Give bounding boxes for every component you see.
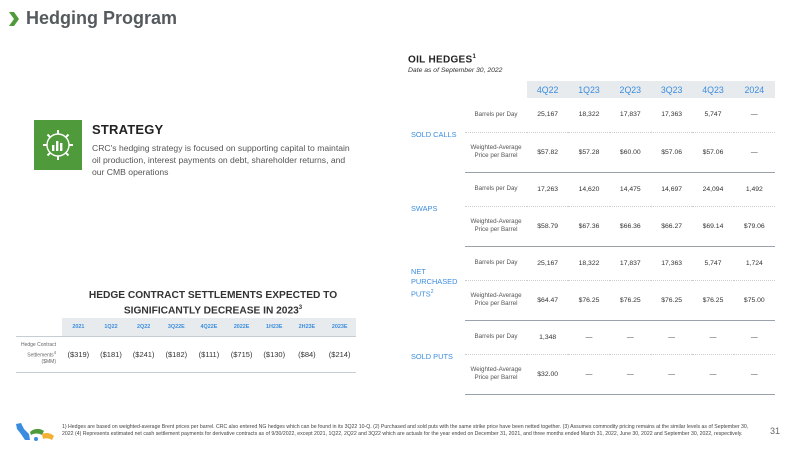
settlements-value: ($182) — [160, 336, 193, 372]
page-title: Hedging Program — [26, 8, 178, 28]
footnote: 1) Hedges are based on weighted-average Brent prices per barrel. CRC also entered NG hedges which can be found in its 3Q22 10-Q. (2) Purchased and sold puts with the same strike price have been netted together. (3) Assumes commodity pricing remains at the similar levels as of September 30, 2022 (4) Represents estimated net cash settlement payments for derivative contracts as of 9/30/2022, except 2021, 1Q22, 2Q22 and 3Q22 which are actuals for the year ended on December 31, 2021, and three months ended March 31, 2022, June 30, 2022 and September 30, 2022, respectively. — [62, 424, 749, 437]
oil-table-row — [405, 320, 775, 354]
settlements-value: ($715) — [225, 336, 258, 372]
oil-value-cell: — — [651, 354, 692, 394]
settlements-column-header: 2Q22 — [127, 318, 160, 336]
oil-value-cell: $76.25 — [692, 280, 733, 320]
oil-value-cell: 1,492 — [734, 172, 775, 206]
settlements-value: ($241) — [127, 336, 160, 372]
oil-value-cell: $66.36 — [610, 206, 651, 246]
settlements-value: ($84) — [291, 336, 324, 372]
oil-metric-label: Barrels per Day — [465, 98, 527, 132]
oil-group-label — [405, 98, 465, 172]
settlements-value: ($181) — [95, 336, 128, 372]
oil-group-label — [405, 320, 465, 394]
settlements-value: ($214) — [323, 336, 356, 372]
oil-header-blank-2 — [465, 81, 527, 98]
settlements-value: ($111) — [193, 336, 226, 372]
settlements-column-header: 2022E — [225, 318, 258, 336]
oil-column-header: 4Q23 — [692, 81, 733, 98]
oil-value-cell: $60.00 — [610, 132, 651, 172]
oil-value-cell: 18,322 — [568, 246, 609, 280]
oil-value-cell: $64.47 — [527, 280, 568, 320]
settlements-table — [16, 318, 356, 373]
settlements-row-label-line3: ($MM) — [41, 359, 56, 366]
settlements-column-header: 2021 — [62, 318, 95, 336]
chevron-right-icon — [8, 11, 20, 27]
oil-value-cell: — — [568, 354, 609, 394]
oil-value-cell: — — [734, 354, 775, 394]
settlements-column-header: 4Q22E — [193, 318, 226, 336]
oil-value-cell: $75.00 — [734, 280, 775, 320]
oil-value-cell: 1,348 — [527, 320, 568, 354]
oil-value-cell: 17,837 — [610, 246, 651, 280]
oil-value-cell: — — [692, 354, 733, 394]
oil-table-row — [405, 172, 775, 206]
oil-value-cell: 17,363 — [651, 98, 692, 132]
oil-value-cell: 14,475 — [610, 172, 651, 206]
oil-metric-label: Weighted-Average Price per Barrel — [465, 132, 527, 172]
oil-value-cell: $79.06 — [734, 206, 775, 246]
oil-value-cell: 1,724 — [734, 246, 775, 280]
oil-value-cell: 18,322 — [568, 98, 609, 132]
settlements-title-sup: 3 — [298, 305, 303, 311]
settlements-title-line1: HEDGE CONTRACT SETTLEMENTS EXPECTED TO — [88, 290, 338, 301]
oil-group-label — [405, 172, 465, 246]
oil-value-cell: 17,837 — [610, 98, 651, 132]
oil-value-cell: $67.36 — [568, 206, 609, 246]
oil-value-cell: — — [610, 354, 651, 394]
strategy-body: CRC's hedging strategy is focused on supporting capital to maintain oil production, interest payments on debt, shareholder returns, and our CMB operations — [92, 143, 350, 177]
oil-value-cell: $57.28 — [568, 132, 609, 172]
oil-value-cell: 14,697 — [651, 172, 692, 206]
oil-value-cell: $58.79 — [527, 206, 568, 246]
strategy-title: STRATEGY — [92, 122, 164, 137]
oil-value-cell: $57.82 — [527, 132, 568, 172]
oil-value-cell: — — [734, 320, 775, 354]
oil-metric-label: Weighted-Average Price per Barrel — [465, 354, 527, 394]
settlements-column-header: 1Q22 — [95, 318, 128, 336]
oil-column-header: 2024 — [734, 81, 775, 98]
settlements-column-header: 1H23E — [258, 318, 291, 336]
oil-group-name-sup: 2 — [430, 288, 434, 295]
oil-group-name: SOLD PUTS — [411, 352, 453, 361]
settlements-column-header: 3Q22E — [160, 318, 193, 336]
settlements-row-label-line1: Hedge Contract — [20, 341, 56, 348]
settlements-row-label-sup: 4 — [53, 349, 56, 355]
settlements-value: ($130) — [258, 336, 291, 372]
oil-column-header: 4Q22 — [527, 81, 568, 98]
oil-group-name: NET PURCHASED PUTS — [411, 266, 458, 299]
settlements-value: ($319) — [62, 336, 95, 372]
oil-value-cell: 17,363 — [651, 246, 692, 280]
page-header — [8, 8, 177, 29]
oil-value-cell: $32.00 — [527, 354, 568, 394]
oil-value-cell: 24,094 — [692, 172, 733, 206]
oil-value-cell: $76.25 — [651, 280, 692, 320]
oil-metric-label: Barrels per Day — [465, 320, 527, 354]
oil-hedges-table — [405, 81, 775, 395]
oil-table-row — [405, 98, 775, 132]
oil-value-cell: $66.27 — [651, 206, 692, 246]
settlements-column-header: 2023E — [323, 318, 356, 336]
oil-hedges-title — [408, 54, 476, 65]
settlements-corner — [16, 318, 62, 336]
settlements-row-label — [16, 336, 62, 372]
oil-value-cell: — — [734, 98, 775, 132]
oil-group-name: SWAPS — [411, 204, 438, 213]
oil-value-cell: $69.14 — [692, 206, 733, 246]
oil-column-header: 2Q23 — [610, 81, 651, 98]
settlements-title — [78, 289, 348, 317]
strategy-section — [34, 120, 384, 184]
oil-value-cell: — — [692, 320, 733, 354]
oil-value-cell: 5,747 — [692, 98, 733, 132]
oil-value-cell: — — [734, 132, 775, 172]
california-logo — [12, 420, 58, 444]
oil-value-cell: $76.25 — [568, 280, 609, 320]
oil-group-name: SOLD CALLS — [411, 130, 457, 139]
settlements-row-label-line2: Settlements — [27, 352, 54, 359]
page-number: 31 — [769, 426, 780, 436]
settlements-title-line2: SIGNIFICANTLY DECREASE IN 2023 — [123, 305, 299, 317]
oil-value-cell: $57.06 — [651, 132, 692, 172]
oil-hedges-subtitle: Date as of September 30, 2022 — [408, 67, 503, 74]
oil-value-cell: $76.25 — [610, 280, 651, 320]
oil-value-cell: — — [651, 320, 692, 354]
oil-hedges-title-sup: 1 — [472, 54, 477, 60]
oil-metric-label: Weighted-Average Price per Barrel — [465, 206, 527, 246]
oil-value-cell: 14,620 — [568, 172, 609, 206]
oil-value-cell: $57.06 — [692, 132, 733, 172]
gear-chart-icon — [34, 120, 82, 170]
oil-value-cell: — — [568, 320, 609, 354]
oil-column-header: 1Q23 — [568, 81, 609, 98]
oil-value-cell: 25,167 — [527, 98, 568, 132]
oil-hedges-title-text: OIL HEDGES — [408, 54, 473, 66]
oil-value-cell: 25,167 — [527, 246, 568, 280]
oil-value-cell: — — [610, 320, 651, 354]
oil-table-row — [405, 246, 775, 280]
oil-metric-label: Barrels per Day — [465, 172, 527, 206]
settlements-column-header: 2H23E — [291, 318, 324, 336]
oil-header-blank-1 — [405, 81, 465, 98]
oil-metric-label: Barrels per Day — [465, 246, 527, 280]
oil-metric-label: Weighted-Average Price per Barrel — [465, 280, 527, 320]
oil-group-label — [405, 246, 465, 320]
oil-value-cell: 17,263 — [527, 172, 568, 206]
oil-value-cell: 5,747 — [692, 246, 733, 280]
oil-column-header: 3Q23 — [651, 81, 692, 98]
